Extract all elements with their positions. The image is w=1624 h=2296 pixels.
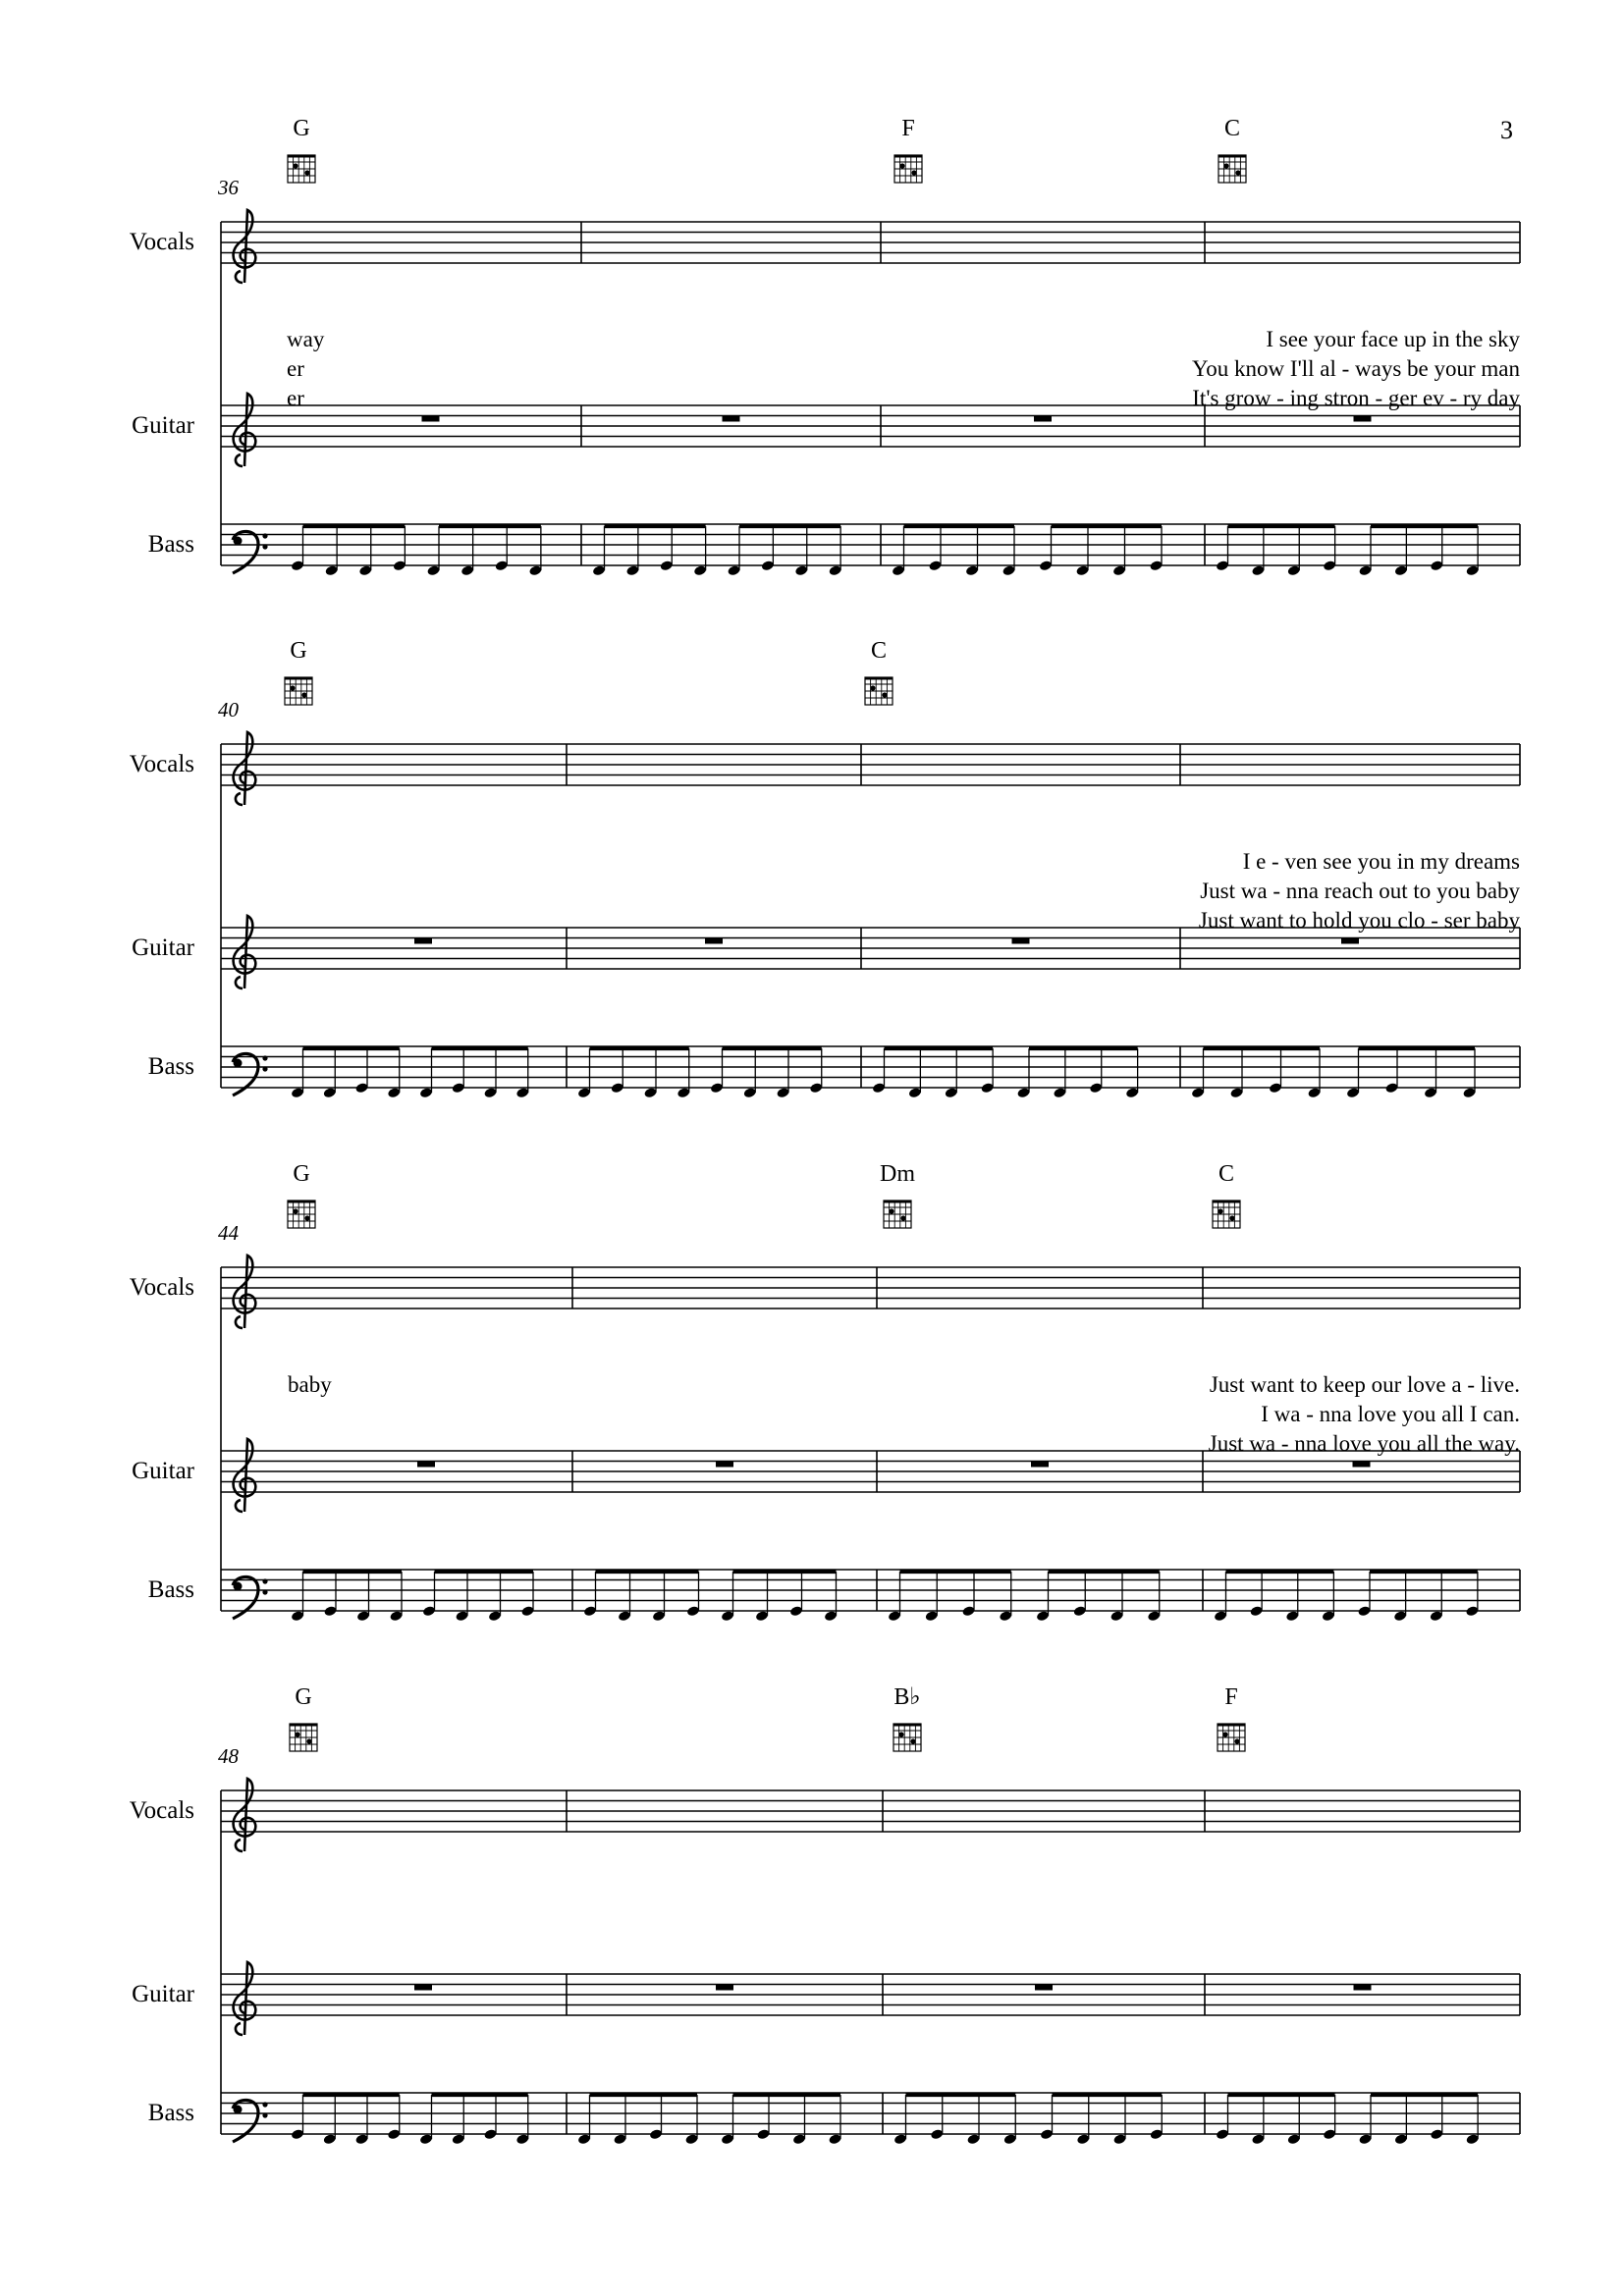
measure-number: 40 [218, 698, 239, 721]
chord-symbol: C [1218, 1161, 1235, 1187]
bass-eighth-notes [892, 526, 1164, 576]
bass-clef-icon [233, 1053, 268, 1095]
chord-symbol: B♭ [893, 1684, 921, 1710]
page-number: 3 [1500, 116, 1513, 144]
chord-diagram-icon [884, 1201, 911, 1228]
instrument-label-bass: Bass [147, 1576, 194, 1603]
whole-rest [1012, 938, 1030, 944]
whole-rest [417, 1462, 435, 1468]
bass-eighth-notes [583, 1572, 838, 1622]
lyric-line: Just want to hold you clo - ser baby [1198, 908, 1520, 933]
treble-clef-icon [234, 1255, 256, 1328]
lyric-start: way [287, 327, 325, 351]
bass-eighth-notes [1216, 2095, 1480, 2145]
lyric-start: baby [288, 1372, 332, 1397]
lyric-start: er [287, 386, 304, 410]
chord-diagram-icon [1218, 1724, 1245, 1751]
treble-clef-icon [234, 1962, 256, 2035]
lyric-line: Just wa - nna reach out to you baby [1200, 879, 1520, 903]
instrument-label-guitar: Guitar [132, 934, 194, 961]
bass-eighth-notes [291, 1572, 535, 1622]
bass-eighth-notes [291, 1048, 529, 1098]
lyric-line: I e - ven see you in my dreams [1242, 849, 1520, 874]
chord-diagram-icon [288, 155, 315, 183]
treble-clef-icon [234, 916, 256, 988]
chord-diagram-icon [285, 677, 312, 705]
instrument-label-vocals: Vocals [129, 229, 194, 255]
whole-rest [1035, 1985, 1053, 1991]
bass-eighth-notes [291, 526, 543, 576]
lyric-line: I see your face up in the sky [1266, 327, 1520, 351]
chord-symbol: G [293, 1161, 310, 1187]
lyric-start: er [287, 356, 304, 381]
whole-rest [1031, 1462, 1049, 1468]
measure-number: 48 [218, 1744, 239, 1768]
whole-rest [1354, 416, 1372, 422]
treble-clef-icon [234, 1439, 256, 1512]
whole-rest [414, 938, 432, 944]
chord-diagram-icon [894, 155, 922, 183]
treble-clef-icon [234, 1779, 256, 1851]
bass-clef-icon [233, 531, 268, 573]
whole-rest [716, 1985, 733, 1991]
chord-symbol: G [293, 116, 310, 141]
measure-number: 44 [218, 1221, 239, 1245]
bass-clef-icon [233, 1576, 268, 1619]
bass-eighth-notes [1191, 1048, 1477, 1098]
bass-eighth-notes [872, 1048, 1139, 1098]
instrument-label-guitar: Guitar [132, 1458, 194, 1484]
whole-rest [716, 1462, 733, 1468]
chord-diagram-icon [1218, 155, 1246, 183]
bass-eighth-notes [291, 2095, 529, 2145]
instrument-label-bass: Bass [147, 2100, 194, 2126]
system-1 [130, 116, 1521, 576]
lyric-line: Just wa - nna love you all the way. [1208, 1431, 1520, 1456]
system-4 [130, 1684, 1520, 2145]
lyric-line: You know I'll al - ways be your man [1192, 356, 1520, 381]
treble-clef-icon [234, 210, 256, 283]
bass-eighth-notes [577, 1048, 823, 1098]
system-3 [130, 1161, 1520, 1622]
whole-rest [1341, 938, 1359, 944]
lyric-line: It's grow - ing stron - ger ev - ry day [1192, 386, 1520, 410]
instrument-label-vocals: Vocals [129, 1274, 194, 1301]
chord-symbol: F [1224, 1684, 1238, 1710]
lyric-line: Just want to keep our love a - live. [1209, 1372, 1520, 1397]
instrument-label-bass: Bass [147, 1053, 194, 1080]
chord-symbol: Dm [880, 1161, 915, 1187]
whole-rest [1034, 416, 1052, 422]
treble-clef-icon [234, 732, 256, 805]
whole-rest [1353, 1462, 1371, 1468]
chord-symbol: C [870, 638, 888, 664]
whole-rest [422, 416, 440, 422]
chord-diagram-icon [1213, 1201, 1240, 1228]
system-2 [130, 638, 1521, 1098]
chord-symbol: G [290, 638, 307, 664]
chord-symbol: F [901, 116, 915, 141]
chord-diagram-icon [290, 1724, 317, 1751]
chord-symbol: C [1223, 116, 1241, 141]
instrument-label-vocals: Vocals [129, 751, 194, 777]
chord-diagram-icon [288, 1201, 315, 1228]
measure-number: 36 [218, 176, 239, 199]
whole-rest [1354, 1985, 1372, 1991]
bass-clef-icon [233, 2100, 268, 2142]
bass-eighth-notes [1214, 1572, 1480, 1622]
instrument-label-vocals: Vocals [129, 1797, 194, 1824]
whole-rest [723, 416, 740, 422]
whole-rest [705, 938, 723, 944]
instrument-label-guitar: Guitar [132, 412, 194, 439]
chord-symbol: G [295, 1684, 312, 1710]
bass-eighth-notes [577, 2095, 842, 2145]
instrument-label-bass: Bass [147, 531, 194, 558]
lyric-line: I wa - nna love you all I can. [1261, 1402, 1520, 1426]
chord-diagram-icon [865, 677, 893, 705]
bass-eighth-notes [592, 526, 842, 576]
chord-diagram-icon [893, 1724, 921, 1751]
treble-clef-icon [234, 394, 256, 466]
bass-eighth-notes [1216, 526, 1480, 576]
whole-rest [414, 1985, 432, 1991]
bass-eighth-notes [888, 1572, 1161, 1622]
bass-eighth-notes [893, 2095, 1164, 2145]
instrument-label-guitar: Guitar [132, 1981, 194, 2007]
